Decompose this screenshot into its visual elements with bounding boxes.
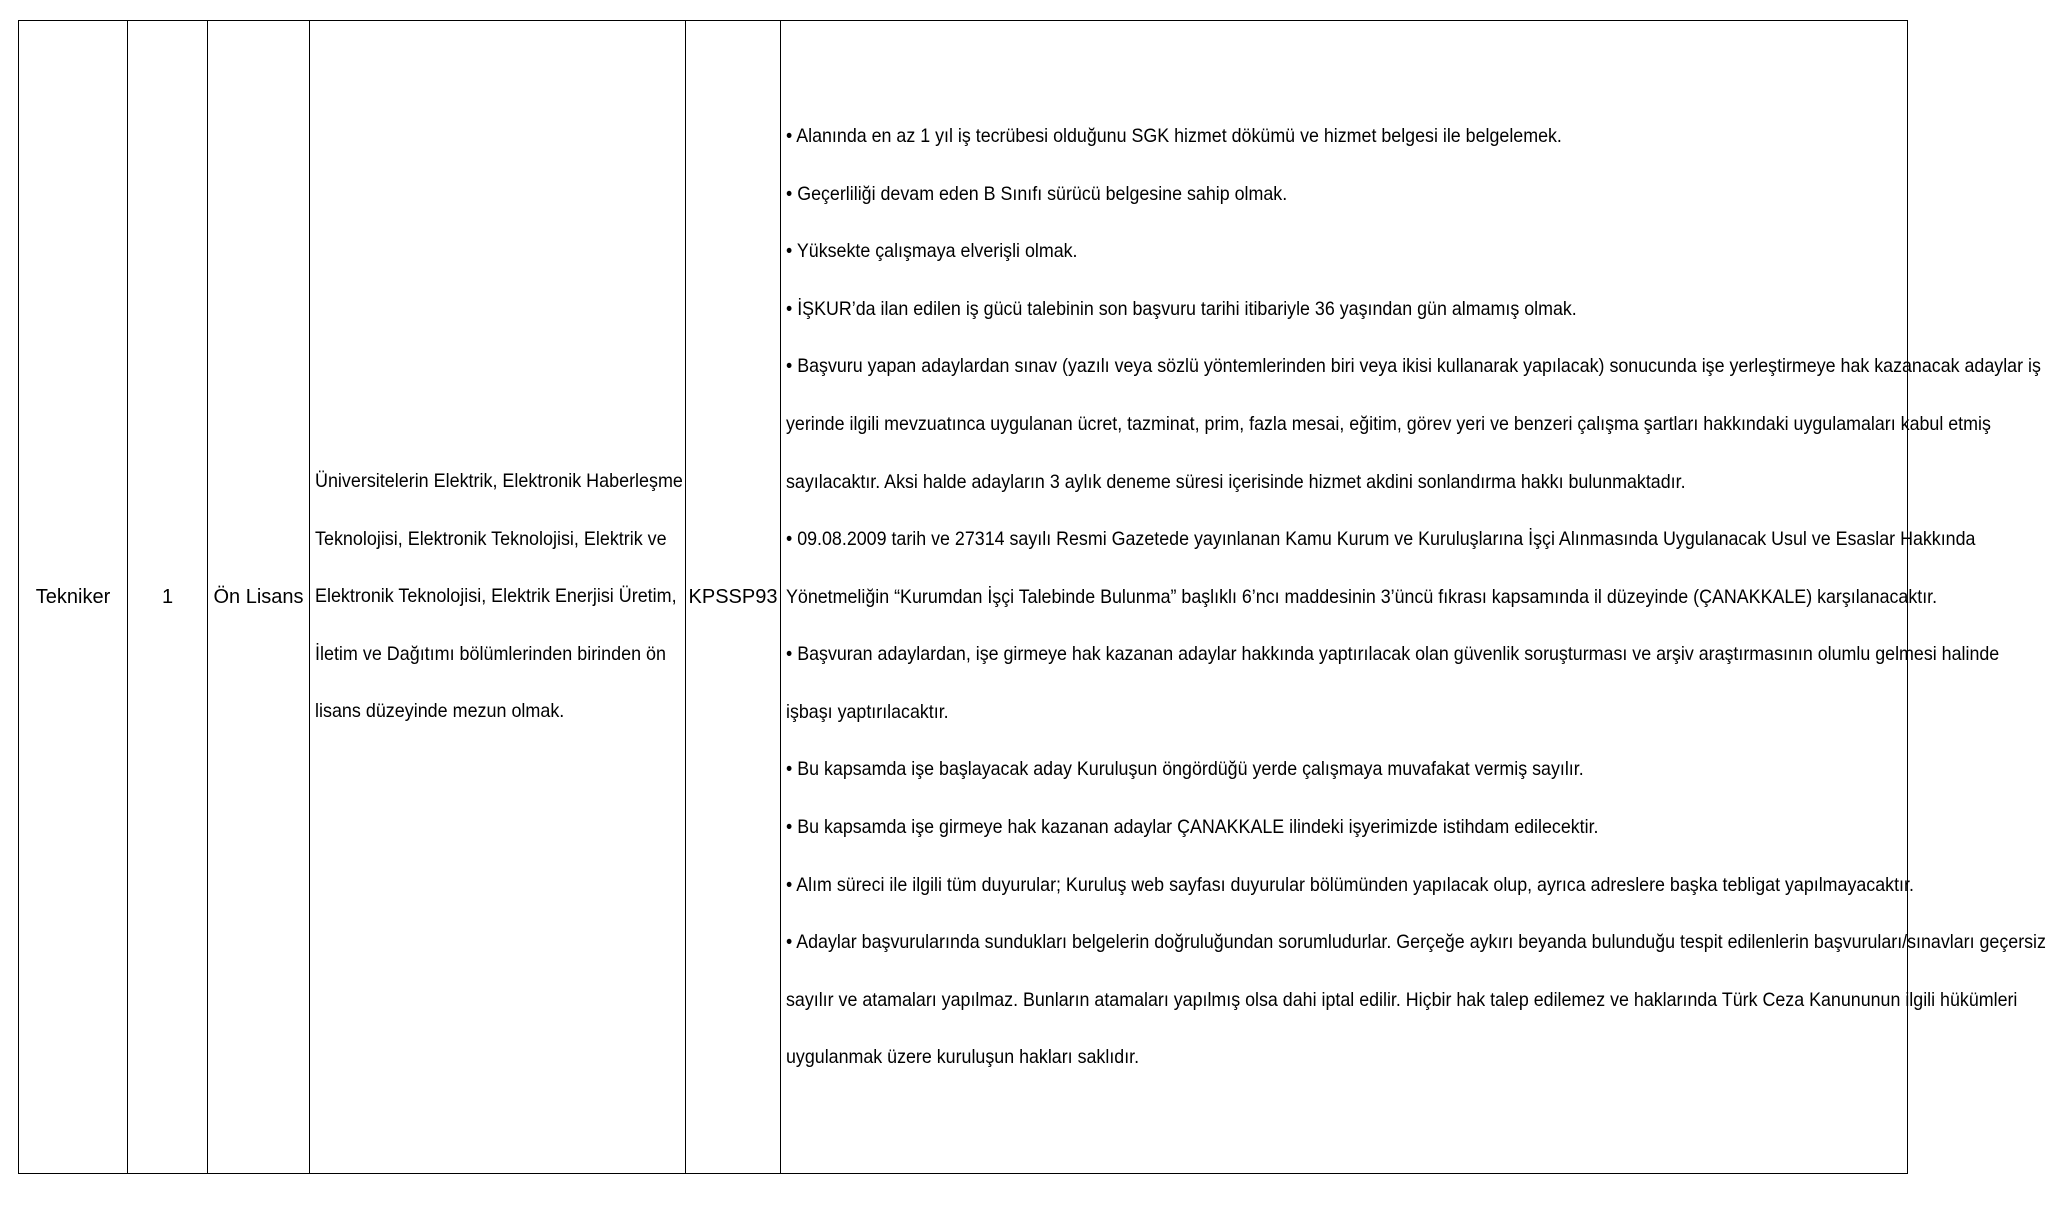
exam-type: KPSSP93 <box>688 586 778 608</box>
job-requirements-table <box>18 20 2046 1174</box>
requirement-text: Bu kapsamda işe başlayacak aday Kuruluşun öngördüğü yerde çalışmaya muvafakat vermiş sayılır. <box>797 758 1584 781</box>
requirement-item <box>786 223 2049 281</box>
requirement-text: Alım süreci ile ilgili tüm duyurular; Kuruluş web sayfası duyurular bölümünden yapılacak olup, ayrıca adreslere başka tebligat yapılmayacaktır. <box>796 873 1914 896</box>
bullet-icon: • <box>786 758 798 781</box>
bullet-icon: • <box>786 873 797 896</box>
requirement-item <box>786 626 2049 741</box>
department-cell <box>310 21 686 1174</box>
bullet-icon: • <box>786 528 798 551</box>
count-cell <box>128 21 208 1174</box>
bullet-icon: • <box>786 816 798 839</box>
requirement-item <box>786 338 2049 511</box>
position-title: Tekniker <box>35 586 111 608</box>
requirement-text: Alanında en az 1 yıl iş tecrübesi olduğunu SGK hizmet dökümü ve hizmet belgesi ile belgelemek. <box>796 124 1562 147</box>
requirement-text: Başvuran adaylardan, işe girmeye hak kazanan adaylar hakkında yaptırılacak olan güvenlik soruşturması ve arşiv araştırmasının olumlu gelmesi halinde işbaşı yaptırılacaktır. <box>786 643 2000 723</box>
bullet-icon: • <box>786 240 797 263</box>
bullet-icon: • <box>786 297 798 320</box>
requirement-text: Yüksekte çalışmaya elverişli olmak. <box>796 240 1078 263</box>
requirement-item <box>786 741 2049 799</box>
bullet-icon: • <box>786 124 797 147</box>
exam-cell <box>686 21 781 1174</box>
requirement-text: İŞKUR’da ilan edilen iş gücü talebinin son başvuru tarihi itibariyle 36 yaşından gün almamış olmak. <box>797 297 1577 320</box>
table-row <box>19 21 1908 1174</box>
bullet-icon: • <box>786 355 798 378</box>
requirement-item <box>786 166 2049 224</box>
requirement-text: Adaylar başvurularında sundukları belgelerin doğruluğundan sorumludurlar. Gerçeğe aykırı beyanda bulunduğu tespit edilenlerin başvuruları/sınavları geçersiz sayılır ve atamaları yapılmaz. Bunların atamaları yapılmış olsa dahi iptal edilir. Hiçbir hak talep edilemez ve haklarında Türk Ceza Kanununun ilgili hükümleri uygulanmak üzere kuruluşun hakları saklıdır. <box>786 931 2046 1069</box>
requirements-cell <box>781 21 2046 1174</box>
requirement-item <box>786 511 2049 626</box>
education-level: Ön Lisans <box>213 586 304 608</box>
bullet-icon: • <box>786 931 797 954</box>
bullet-icon: • <box>786 643 798 666</box>
department-requirement: Üniversitelerin Elektrik, Elektronik Haberleşme Teknolojisi, Elektronik Teknolojisi, Elektrik ve Elektronik Teknolojisi, Elektrik Enerjisi Üretim, İletim ve Dağıtımı bölümlerinden birinden ön lisans düzeyinde mezun olmak. <box>315 470 683 723</box>
requirement-text: Başvuru yapan adaylardan sınav (yazılı veya sözlü yöntemlerinden biri veya ikisi kullanarak yapılacak) sonucunda işe yerleştirmeye hak kazanacak adaylar iş yerinde ilgili mevzuatınca uygulanan ücret, tazminat, prim, fazla mesai, eğitim, görev yeri ve benzeri çalışma şartları hakkındaki uygulamaları kabul etmiş sayılacaktır. Aksi halde adayların 3 aylık deneme süresi içerisinde hizmet akdini sonlandırma hakkı bulunmaktadır. <box>786 355 2041 493</box>
position-count: 1 <box>161 586 174 608</box>
requirement-text: Bu kapsamda işe girmeye hak kazanan adaylar ÇANAKKALE ilindeki işyerimizde istihdam edilecektir. <box>797 816 1599 839</box>
position-cell <box>19 21 128 1174</box>
requirement-item <box>786 108 2049 166</box>
requirement-item <box>786 914 2049 1087</box>
education-cell <box>208 21 310 1174</box>
requirement-text: 09.08.2009 tarih ve 27314 sayılı Resmi Gazetede yayınlanan Kamu Kurum ve Kuruluşlarına İşçi Alınmasında Uygulanacak Usul ve Esaslar Hakkında Yönetmeliğin “Kurumdan İşçi Talebinde Bulunma” başlıklı 6’ncı maddesinin 3’üncü fıkrası kapsamında il düzeyinde (ÇANAKKALE) karşılanacaktır. <box>786 528 1976 608</box>
requirement-item <box>786 799 2049 857</box>
requirement-text: Geçerliliği devam eden B Sınıfı sürücü belgesine sahip olmak. <box>797 182 1288 205</box>
requirement-item <box>786 857 2049 915</box>
requirement-item <box>786 281 2049 339</box>
bullet-icon: • <box>786 182 798 205</box>
requirements-list <box>786 107 2049 1087</box>
